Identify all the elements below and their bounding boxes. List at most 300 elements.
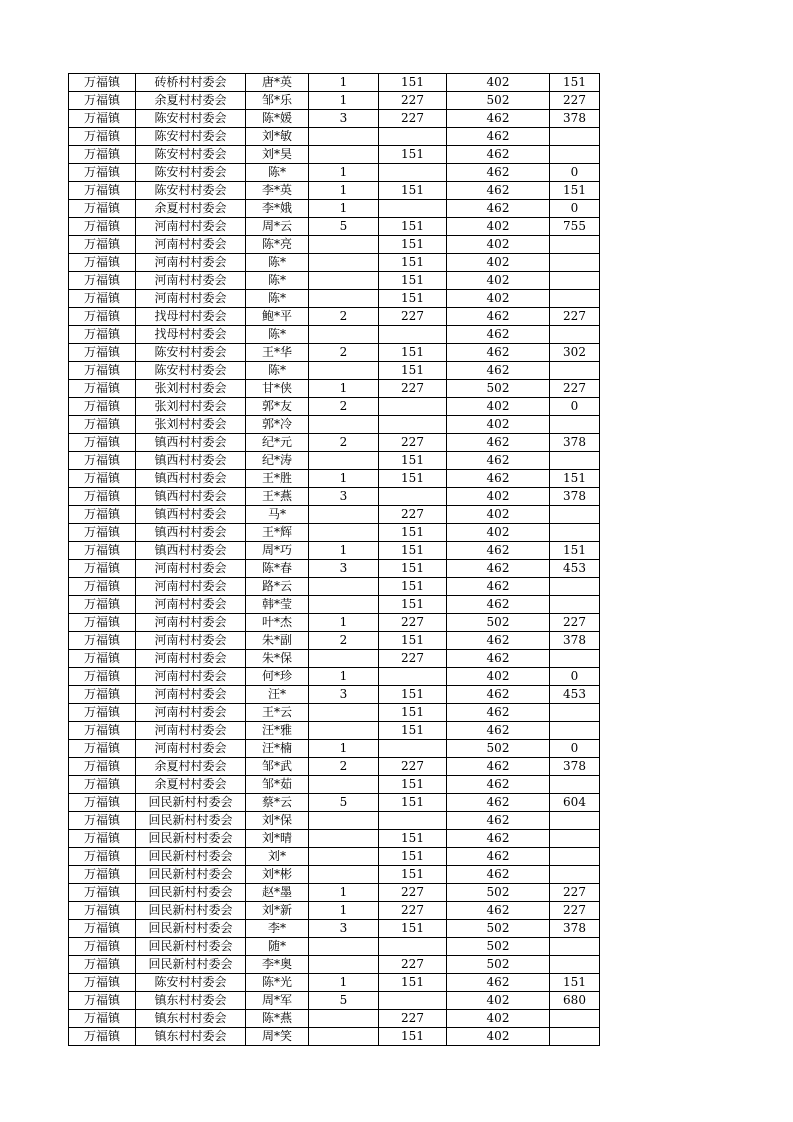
amount-b-cell: 462 xyxy=(447,722,550,740)
amount-b-cell: 502 xyxy=(447,614,550,632)
town-cell: 万福镇 xyxy=(69,920,136,938)
name-cell: 马* xyxy=(246,506,309,524)
count-cell: 1 xyxy=(309,668,379,686)
count-cell xyxy=(309,524,379,542)
town-cell: 万福镇 xyxy=(69,506,136,524)
village-committee-cell: 找母村村委会 xyxy=(136,308,246,326)
village-committee-cell: 河南村村委会 xyxy=(136,704,246,722)
amount-a-cell: 151 xyxy=(379,560,447,578)
table-row xyxy=(69,560,600,578)
village-committee-cell: 镇西村村委会 xyxy=(136,542,246,560)
table-row xyxy=(69,938,600,956)
total-cell xyxy=(550,362,600,380)
table-row xyxy=(69,506,600,524)
town-cell: 万福镇 xyxy=(69,146,136,164)
amount-a-cell: 151 xyxy=(379,632,447,650)
count-cell: 1 xyxy=(309,614,379,632)
amount-b-cell: 462 xyxy=(447,866,550,884)
total-cell: 0 xyxy=(550,200,600,218)
name-cell: 朱*副 xyxy=(246,632,309,650)
town-cell: 万福镇 xyxy=(69,200,136,218)
amount-b-cell: 502 xyxy=(447,884,550,902)
amount-b-cell: 462 xyxy=(447,146,550,164)
total-cell xyxy=(550,938,600,956)
name-cell: 刘*新 xyxy=(246,902,309,920)
town-cell: 万福镇 xyxy=(69,362,136,380)
total-cell xyxy=(550,146,600,164)
name-cell: 叶*杰 xyxy=(246,614,309,632)
amount-b-cell: 462 xyxy=(447,830,550,848)
village-committee-cell: 砖桥村村委会 xyxy=(136,74,246,92)
name-cell: 李*娥 xyxy=(246,200,309,218)
name-cell: 纪*元 xyxy=(246,434,309,452)
name-cell: 陈*光 xyxy=(246,974,309,992)
town-cell: 万福镇 xyxy=(69,614,136,632)
table-row xyxy=(69,128,600,146)
total-cell xyxy=(550,326,600,344)
count-cell: 2 xyxy=(309,632,379,650)
total-cell xyxy=(550,416,600,434)
count-cell xyxy=(309,596,379,614)
amount-a-cell: 151 xyxy=(379,218,447,236)
village-committee-cell: 河南村村委会 xyxy=(136,614,246,632)
village-committee-cell: 陈安村村委会 xyxy=(136,974,246,992)
table-row xyxy=(69,902,600,920)
town-cell: 万福镇 xyxy=(69,452,136,470)
village-committee-cell: 张刘村村委会 xyxy=(136,416,246,434)
village-committee-cell: 回民新村村委会 xyxy=(136,938,246,956)
village-committee-cell: 回民新村村委会 xyxy=(136,956,246,974)
count-cell xyxy=(309,452,379,470)
amount-a-cell: 227 xyxy=(379,92,447,110)
name-cell: 刘*晴 xyxy=(246,830,309,848)
amount-b-cell: 402 xyxy=(447,668,550,686)
count-cell: 5 xyxy=(309,794,379,812)
town-cell: 万福镇 xyxy=(69,1028,136,1046)
town-cell: 万福镇 xyxy=(69,974,136,992)
name-cell: 王*燕 xyxy=(246,488,309,506)
village-committee-cell: 余夏村村委会 xyxy=(136,92,246,110)
table-row xyxy=(69,272,600,290)
village-committee-cell: 河南村村委会 xyxy=(136,290,246,308)
amount-a-cell: 151 xyxy=(379,920,447,938)
village-committee-cell: 回民新村村委会 xyxy=(136,866,246,884)
town-cell: 万福镇 xyxy=(69,830,136,848)
amount-b-cell: 462 xyxy=(447,362,550,380)
name-cell: 汪*雅 xyxy=(246,722,309,740)
table-row xyxy=(69,236,600,254)
total-cell xyxy=(550,1028,600,1046)
table-row xyxy=(69,812,600,830)
town-cell: 万福镇 xyxy=(69,164,136,182)
town-cell: 万福镇 xyxy=(69,740,136,758)
village-committee-cell: 陈安村村委会 xyxy=(136,164,246,182)
town-cell: 万福镇 xyxy=(69,542,136,560)
amount-b-cell: 502 xyxy=(447,920,550,938)
table-row xyxy=(69,524,600,542)
total-cell: 227 xyxy=(550,902,600,920)
table-row xyxy=(69,416,600,434)
town-cell: 万福镇 xyxy=(69,218,136,236)
village-committee-cell: 陈安村村委会 xyxy=(136,110,246,128)
count-cell: 3 xyxy=(309,920,379,938)
amount-a-cell: 151 xyxy=(379,74,447,92)
village-committee-cell: 镇西村村委会 xyxy=(136,524,246,542)
town-cell: 万福镇 xyxy=(69,632,136,650)
count-cell: 2 xyxy=(309,308,379,326)
table-row xyxy=(69,704,600,722)
name-cell: 周*笑 xyxy=(246,1028,309,1046)
amount-a-cell: 151 xyxy=(379,722,447,740)
village-committee-cell: 河南村村委会 xyxy=(136,668,246,686)
village-committee-cell: 河南村村委会 xyxy=(136,722,246,740)
amount-b-cell: 462 xyxy=(447,650,550,668)
table-row xyxy=(69,398,600,416)
town-cell: 万福镇 xyxy=(69,758,136,776)
town-cell: 万福镇 xyxy=(69,650,136,668)
town-cell: 万福镇 xyxy=(69,776,136,794)
town-cell: 万福镇 xyxy=(69,668,136,686)
amount-b-cell: 462 xyxy=(447,794,550,812)
count-cell xyxy=(309,416,379,434)
name-cell: 郭*友 xyxy=(246,398,309,416)
town-cell: 万福镇 xyxy=(69,398,136,416)
name-cell: 刘*保 xyxy=(246,812,309,830)
table-row xyxy=(69,866,600,884)
amount-b-cell: 462 xyxy=(447,542,550,560)
town-cell: 万福镇 xyxy=(69,812,136,830)
amount-b-cell: 462 xyxy=(447,110,550,128)
town-cell: 万福镇 xyxy=(69,182,136,200)
amount-a-cell: 151 xyxy=(379,524,447,542)
table-row xyxy=(69,884,600,902)
amount-b-cell: 462 xyxy=(447,200,550,218)
amount-a-cell: 227 xyxy=(379,308,447,326)
town-cell: 万福镇 xyxy=(69,560,136,578)
table-row xyxy=(69,218,600,236)
village-committee-cell: 余夏村村委会 xyxy=(136,758,246,776)
amount-b-cell: 462 xyxy=(447,758,550,776)
total-cell xyxy=(550,848,600,866)
amount-b-cell: 462 xyxy=(447,452,550,470)
count-cell: 1 xyxy=(309,884,379,902)
count-cell xyxy=(309,506,379,524)
village-committee-cell: 河南村村委会 xyxy=(136,596,246,614)
total-cell: 302 xyxy=(550,344,600,362)
count-cell: 5 xyxy=(309,218,379,236)
village-committee-cell: 河南村村委会 xyxy=(136,218,246,236)
amount-b-cell: 462 xyxy=(447,470,550,488)
town-cell: 万福镇 xyxy=(69,1010,136,1028)
amount-b-cell: 402 xyxy=(447,506,550,524)
amount-a-cell xyxy=(379,200,447,218)
town-cell: 万福镇 xyxy=(69,956,136,974)
village-committee-cell: 河南村村委会 xyxy=(136,632,246,650)
amount-a-cell xyxy=(379,416,447,434)
name-cell: 唐*英 xyxy=(246,74,309,92)
name-cell: 刘*彬 xyxy=(246,866,309,884)
town-cell: 万福镇 xyxy=(69,686,136,704)
total-cell: 0 xyxy=(550,164,600,182)
amount-b-cell: 462 xyxy=(447,974,550,992)
name-cell: 鲍*平 xyxy=(246,308,309,326)
village-committee-cell: 回民新村村委会 xyxy=(136,812,246,830)
table-row xyxy=(69,722,600,740)
amount-b-cell: 462 xyxy=(447,632,550,650)
village-committee-cell: 张刘村村委会 xyxy=(136,380,246,398)
total-cell xyxy=(550,128,600,146)
name-cell: 郭*冷 xyxy=(246,416,309,434)
total-cell: 680 xyxy=(550,992,600,1010)
village-committee-cell: 河南村村委会 xyxy=(136,236,246,254)
town-cell: 万福镇 xyxy=(69,938,136,956)
total-cell xyxy=(550,704,600,722)
amount-b-cell: 402 xyxy=(447,488,550,506)
amount-a-cell: 151 xyxy=(379,182,447,200)
name-cell: 陈*亮 xyxy=(246,236,309,254)
total-cell xyxy=(550,254,600,272)
table-row xyxy=(69,380,600,398)
count-cell xyxy=(309,848,379,866)
amount-a-cell: 151 xyxy=(379,704,447,722)
town-cell: 万福镇 xyxy=(69,992,136,1010)
name-cell: 陈* xyxy=(246,362,309,380)
village-committee-cell: 镇东村村委会 xyxy=(136,1028,246,1046)
amount-b-cell: 462 xyxy=(447,704,550,722)
amount-a-cell xyxy=(379,326,447,344)
amount-a-cell xyxy=(379,812,447,830)
count-cell: 1 xyxy=(309,182,379,200)
amount-a-cell xyxy=(379,488,447,506)
total-cell xyxy=(550,866,600,884)
name-cell: 周*巧 xyxy=(246,542,309,560)
amount-b-cell: 502 xyxy=(447,956,550,974)
village-committee-cell: 河南村村委会 xyxy=(136,686,246,704)
total-cell xyxy=(550,578,600,596)
name-cell: 陈*燕 xyxy=(246,1010,309,1028)
amount-a-cell: 151 xyxy=(379,362,447,380)
table-row xyxy=(69,344,600,362)
town-cell: 万福镇 xyxy=(69,254,136,272)
amount-b-cell: 402 xyxy=(447,218,550,236)
name-cell: 陈* xyxy=(246,290,309,308)
table-row xyxy=(69,308,600,326)
table-row xyxy=(69,146,600,164)
total-cell xyxy=(550,596,600,614)
total-cell: 151 xyxy=(550,182,600,200)
amount-b-cell: 402 xyxy=(447,992,550,1010)
village-committee-cell: 陈安村村委会 xyxy=(136,362,246,380)
total-cell: 378 xyxy=(550,434,600,452)
amount-a-cell xyxy=(379,938,447,956)
amount-a-cell: 151 xyxy=(379,596,447,614)
amount-a-cell: 151 xyxy=(379,542,447,560)
total-cell xyxy=(550,290,600,308)
town-cell: 万福镇 xyxy=(69,704,136,722)
amount-a-cell: 151 xyxy=(379,776,447,794)
table-row xyxy=(69,254,600,272)
amount-a-cell: 227 xyxy=(379,434,447,452)
name-cell: 随* xyxy=(246,938,309,956)
name-cell: 陈* xyxy=(246,272,309,290)
village-committee-cell: 镇东村村委会 xyxy=(136,1010,246,1028)
amount-a-cell: 227 xyxy=(379,380,447,398)
count-cell: 1 xyxy=(309,164,379,182)
village-committee-cell: 回民新村村委会 xyxy=(136,848,246,866)
table-row xyxy=(69,614,600,632)
village-committee-cell: 镇西村村委会 xyxy=(136,506,246,524)
table-row xyxy=(69,452,600,470)
village-committee-cell: 镇西村村委会 xyxy=(136,470,246,488)
amount-b-cell: 502 xyxy=(447,380,550,398)
count-cell: 3 xyxy=(309,560,379,578)
amount-a-cell: 151 xyxy=(379,794,447,812)
name-cell: 王*华 xyxy=(246,344,309,362)
amount-a-cell: 227 xyxy=(379,884,447,902)
amount-a-cell: 151 xyxy=(379,146,447,164)
village-committee-cell: 陈安村村委会 xyxy=(136,146,246,164)
count-cell xyxy=(309,812,379,830)
village-committee-cell: 回民新村村委会 xyxy=(136,902,246,920)
count-cell xyxy=(309,704,379,722)
name-cell: 甘*侠 xyxy=(246,380,309,398)
village-committee-cell: 张刘村村委会 xyxy=(136,398,246,416)
name-cell: 李* xyxy=(246,920,309,938)
name-cell: 王*云 xyxy=(246,704,309,722)
table-row xyxy=(69,992,600,1010)
table-row xyxy=(69,668,600,686)
table-row xyxy=(69,470,600,488)
amount-b-cell: 462 xyxy=(447,308,550,326)
amount-a-cell: 227 xyxy=(379,902,447,920)
name-cell: 朱*保 xyxy=(246,650,309,668)
count-cell: 2 xyxy=(309,398,379,416)
amount-b-cell: 462 xyxy=(447,812,550,830)
count-cell: 2 xyxy=(309,344,379,362)
town-cell: 万福镇 xyxy=(69,272,136,290)
amount-a-cell: 227 xyxy=(379,956,447,974)
name-cell: 周*军 xyxy=(246,992,309,1010)
town-cell: 万福镇 xyxy=(69,344,136,362)
village-committee-cell: 找母村村委会 xyxy=(136,326,246,344)
count-cell xyxy=(309,1028,379,1046)
amount-b-cell: 462 xyxy=(447,902,550,920)
count-cell: 1 xyxy=(309,92,379,110)
total-cell: 151 xyxy=(550,974,600,992)
town-cell: 万福镇 xyxy=(69,110,136,128)
count-cell xyxy=(309,830,379,848)
amount-b-cell: 462 xyxy=(447,182,550,200)
amount-b-cell: 402 xyxy=(447,416,550,434)
amount-b-cell: 402 xyxy=(447,236,550,254)
name-cell: 李*奥 xyxy=(246,956,309,974)
count-cell: 1 xyxy=(309,470,379,488)
total-cell xyxy=(550,722,600,740)
amount-a-cell: 151 xyxy=(379,686,447,704)
name-cell: 邹*乐 xyxy=(246,92,309,110)
table-row xyxy=(69,740,600,758)
count-cell: 3 xyxy=(309,488,379,506)
count-cell xyxy=(309,938,379,956)
total-cell: 151 xyxy=(550,542,600,560)
town-cell: 万福镇 xyxy=(69,236,136,254)
total-cell: 151 xyxy=(550,470,600,488)
amount-b-cell: 402 xyxy=(447,398,550,416)
count-cell xyxy=(309,236,379,254)
village-committee-cell: 河南村村委会 xyxy=(136,560,246,578)
amount-a-cell: 151 xyxy=(379,254,447,272)
count-cell xyxy=(309,1010,379,1028)
table-row xyxy=(69,758,600,776)
amount-a-cell: 151 xyxy=(379,830,447,848)
village-committee-cell: 陈安村村委会 xyxy=(136,128,246,146)
total-cell: 0 xyxy=(550,668,600,686)
name-cell: 陈* xyxy=(246,254,309,272)
amount-b-cell: 502 xyxy=(447,740,550,758)
village-committee-cell: 镇西村村委会 xyxy=(136,452,246,470)
total-cell: 151 xyxy=(550,74,600,92)
total-cell: 227 xyxy=(550,380,600,398)
village-committee-cell: 河南村村委会 xyxy=(136,272,246,290)
village-committee-cell: 河南村村委会 xyxy=(136,254,246,272)
count-cell: 1 xyxy=(309,740,379,758)
amount-b-cell: 402 xyxy=(447,1010,550,1028)
village-committee-cell: 回民新村村委会 xyxy=(136,794,246,812)
amount-b-cell: 462 xyxy=(447,434,550,452)
amount-a-cell xyxy=(379,740,447,758)
amount-a-cell: 227 xyxy=(379,758,447,776)
amount-a-cell xyxy=(379,992,447,1010)
village-committee-cell: 回民新村村委会 xyxy=(136,920,246,938)
total-cell: 378 xyxy=(550,632,600,650)
count-cell xyxy=(309,722,379,740)
amount-b-cell: 502 xyxy=(447,92,550,110)
town-cell: 万福镇 xyxy=(69,902,136,920)
table-row xyxy=(69,1028,600,1046)
name-cell: 刘*昊 xyxy=(246,146,309,164)
amount-b-cell: 462 xyxy=(447,848,550,866)
table-row xyxy=(69,578,600,596)
table-row xyxy=(69,794,600,812)
table-row xyxy=(69,650,600,668)
village-committee-cell: 陈安村村委会 xyxy=(136,182,246,200)
amount-a-cell: 151 xyxy=(379,236,447,254)
name-cell: 陈* xyxy=(246,164,309,182)
name-cell: 刘*敏 xyxy=(246,128,309,146)
count-cell: 3 xyxy=(309,110,379,128)
name-cell: 刘* xyxy=(246,848,309,866)
amount-b-cell: 462 xyxy=(447,596,550,614)
amount-a-cell: 227 xyxy=(379,650,447,668)
table-row xyxy=(69,956,600,974)
village-committee-cell: 河南村村委会 xyxy=(136,740,246,758)
village-committee-cell: 河南村村委会 xyxy=(136,578,246,596)
count-cell xyxy=(309,254,379,272)
table-row xyxy=(69,776,600,794)
table-body xyxy=(69,74,600,1046)
table-row xyxy=(69,686,600,704)
count-cell: 1 xyxy=(309,74,379,92)
name-cell: 蔡*云 xyxy=(246,794,309,812)
total-cell xyxy=(550,1010,600,1028)
amount-a-cell: 151 xyxy=(379,866,447,884)
village-committee-cell: 河南村村委会 xyxy=(136,650,246,668)
amount-a-cell: 151 xyxy=(379,272,447,290)
town-cell: 万福镇 xyxy=(69,524,136,542)
amount-b-cell: 462 xyxy=(447,560,550,578)
name-cell: 王*胜 xyxy=(246,470,309,488)
amount-a-cell xyxy=(379,164,447,182)
